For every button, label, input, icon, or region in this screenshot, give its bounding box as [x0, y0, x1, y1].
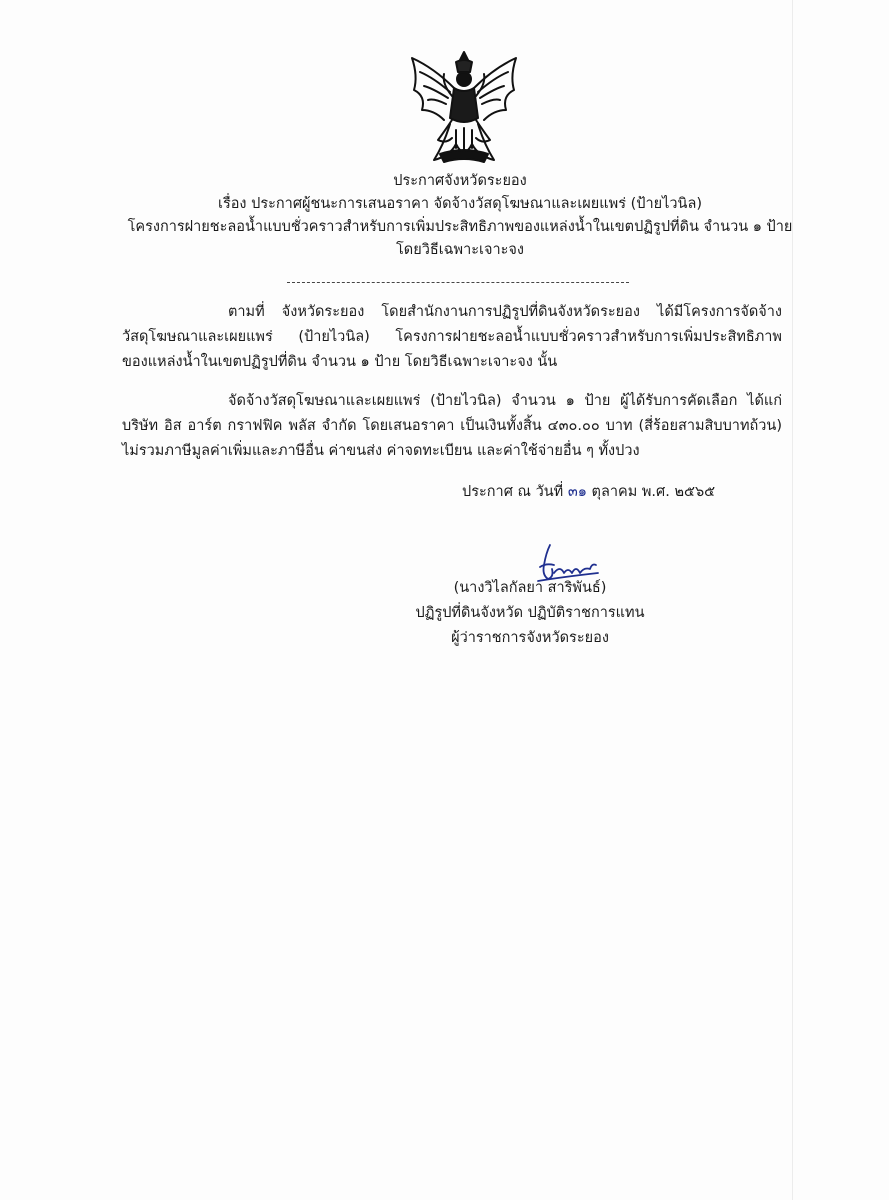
project-line: โครงการฝายชะลอน้ำแบบชั่วคราวสำหรับการเพิ่มประสิทธิภาพของแหล่งน้ำในเขตปฏิรูปที่ดิน จำนวน ๑ ป้าย [127, 219, 793, 235]
announcement-date [462, 480, 715, 503]
paragraph-2-line: ไม่รวมภาษีมูลค่าเพิ่มและภาษีอื่น ค่าขนส่ง ค่าจดทะเบียน และค่าใช้จ่ายอื่น ๆ ทั้งปวง [122, 443, 640, 459]
issuer-title: ประกาศจังหวัดระยอง [393, 173, 527, 189]
signature-block [380, 576, 680, 651]
subject-line: เรื่อง ประกาศผู้ชนะการเสนอราคา จัดจ้างวัสดุโฆษณาและเผยแพร่ (ป้ายไวนิล) [217, 196, 702, 212]
paragraph-1-line: ตามที่ จังหวัดระยอง โดยสำนักงานการปฏิรูปที่ดินจังหวัดระยอง ได้มีโครงการจัดจ้าง [228, 304, 782, 320]
divider [287, 282, 629, 283]
signatory-office: ผู้ว่าราชการจังหวัดระยอง [451, 630, 609, 646]
method-line: โดยวิธีเฉพาะเจาะจง [396, 242, 524, 258]
signatory-position: ปฏิรูปที่ดินจังหวัด ปฏิบัติราชการแทน [415, 605, 645, 621]
header-block [60, 170, 860, 262]
paragraph-1-line: ของแหล่งน้ำในเขตปฏิรูปที่ดิน จำนวน ๑ ป้าย โดยวิธีเฉพาะเจาะจง นั้น [122, 354, 558, 370]
date-day: ๓๑ [567, 484, 587, 500]
paragraph-2 [122, 389, 782, 464]
date-suffix: ตุลาคม พ.ศ. ๒๕๖๕ [591, 484, 716, 500]
paragraph-1-line: วัสดุโฆษณาและเผยแพร่ (ป้ายไวนิล) โครงการฝายชะลอน้ำแบบชั่วคราวสำหรับการเพิ่มประสิทธิภาพ [122, 329, 782, 345]
paragraph-2-line: จัดจ้างวัสดุโฆษณาและเผยแพร่ (ป้ายไวนิล) จำนวน ๑ ป้าย ผู้ได้รับการคัดเลือก ได้แก่ [228, 393, 782, 409]
signatory-name: (นางวิไลกัลยา สาริพันธ์) [453, 580, 607, 596]
date-prefix: ประกาศ ณ วันที่ [462, 484, 564, 500]
paragraph-1 [122, 300, 782, 375]
paragraph-2-line: บริษัท อิส อาร์ต กราฟฟิค พลัส จำกัด โดยเสนอราคา เป็นเงินทั้งสิ้น ๔๓๐.๐๐ บาท (สี่ร้อยสามสิบบาทถ้วน) [122, 418, 782, 434]
garuda-emblem-icon [404, 48, 524, 166]
